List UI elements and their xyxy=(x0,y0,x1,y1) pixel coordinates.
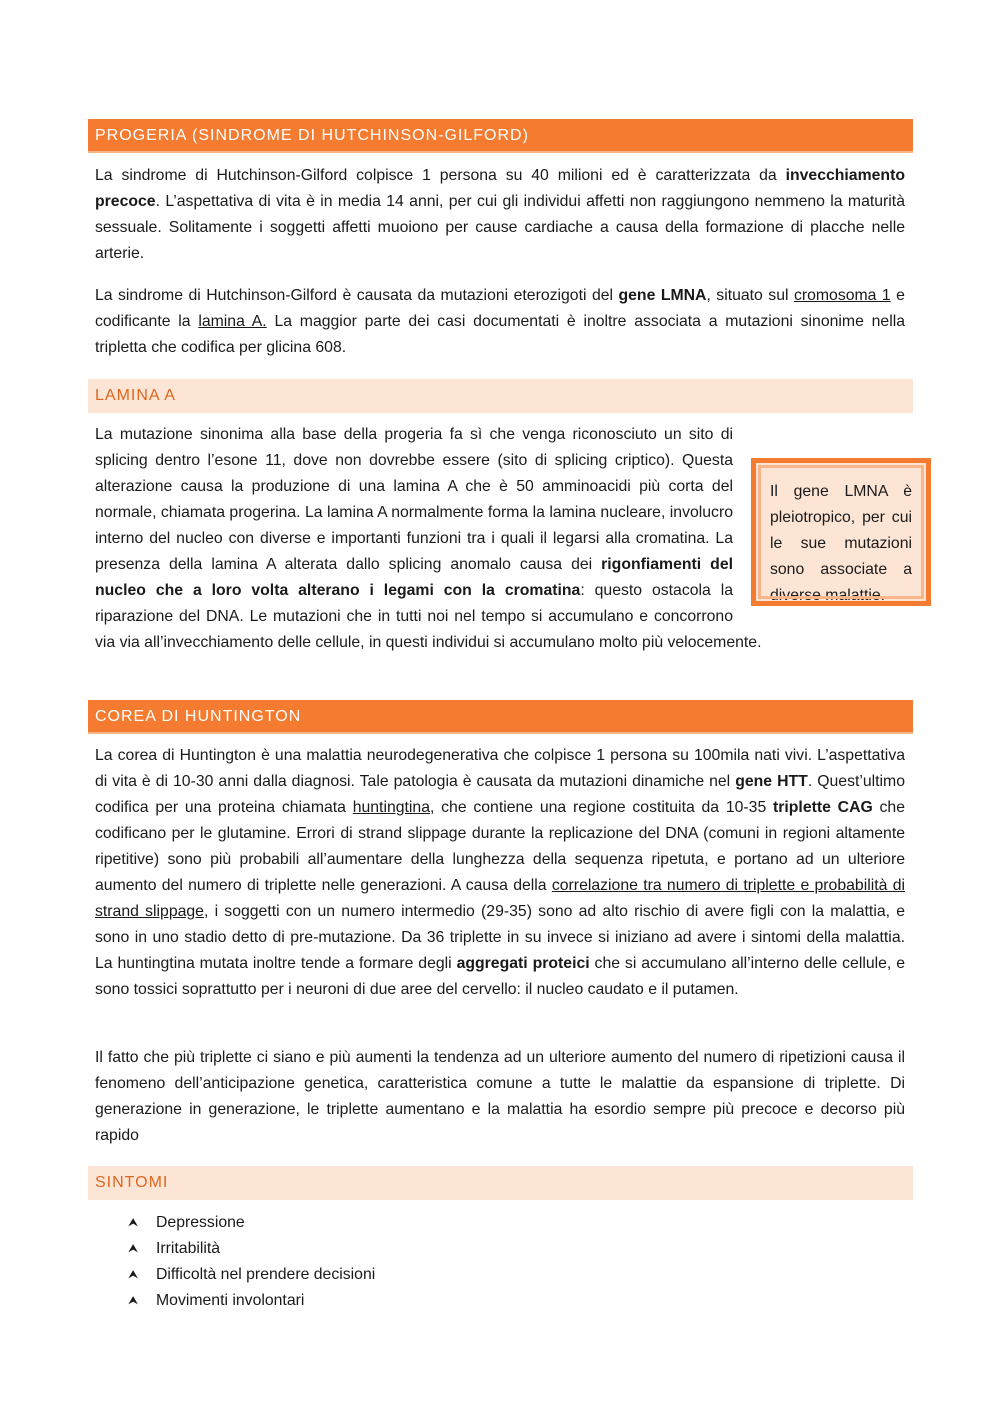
list-item: ⮝ Difficoltà nel prendere decisioni xyxy=(128,1262,375,1288)
progeria-paragraph-2: La sindrome di Hutchinson-Gilford è causata da mutazioni eterozigoti del gene LMNA, situato sul cromosoma 1 e codificante la lamina A. La maggior parte dei casi documentati è inoltre associata a mutazioni sinonime nella tripletta che codifica per glicina 608. xyxy=(95,287,905,356)
heading-lamina-a: LAMINA A xyxy=(88,379,913,413)
huntington-paragraph-2: Il fatto che più triplette ci siano e più aumenti la tendenza ad un ulteriore aumento del numero di ripetizioni causa il fenomeno dell’anticipazione genetica, caratteristica comune a tutte le malattie da espansione di triplette. Di generazione in generazione, le triplette aumentano e la malattia ha esordio sempre più precoce e decorso più rapido xyxy=(95,1049,905,1144)
symptoms-list xyxy=(128,1210,375,1314)
heading-progeria: PROGERIA (SINDROME DI HUTCHINSON-GILFORD) xyxy=(88,119,913,153)
list-item: ⮝ Irritabilità xyxy=(128,1236,375,1262)
arrow-bullet-icon: ⮝ xyxy=(128,1215,139,1229)
arrow-bullet-icon: ⮝ xyxy=(128,1241,139,1255)
list-item: ⮝ Movimenti involontari xyxy=(128,1288,375,1314)
list-item: ⮝ Depressione xyxy=(128,1210,375,1236)
progeria-paragraph-1: La sindrome di Hutchinson-Gilford colpisce 1 persona su 40 milioni ed è caratterizzata da invecchiamento precoce. L’aspettativa di vita è in media 14 anni, per cui gli individui affetti non raggiungono nemmeno la maturità sessuale. Solitamente i soggetti affetti muoiono per cause cardiache a causa della formazione di placche nelle arterie. xyxy=(95,167,905,262)
arrow-bullet-icon: ⮝ xyxy=(128,1267,139,1281)
huntington-paragraph-1: La corea di Huntington è una malattia neurodegenerativa che colpisce 1 persona su 100mila nati vivi. L’aspettativa di vita è di 10-30 anni dalla diagnosi. Tale patologia è causata da mutazioni dinamiche nel gene HTT. Quest’ultimo codifica per una proteina chiamata huntingtina, che contiene una regione costituita da 10-35 triplette CAG che codificano per le glutamine. Errori di strand slippage durante la replicazione del DNA (comuni in regioni altamente ripetitive) sono più probabili all’aumentare della lunghezza della sequenza ripetuta, e portano ad un ulteriore aumento del numero di triplette nelle generazioni. A causa della correlazione tra numero di triplette e probabilità di strand slippage, i soggetti con un numero intermedio (29-35) sono ad alto rischio di avere figli con la malattia, e sono in uno stadio detto di pre-mutazione. Da 36 triplette in su invece si iniziano ad avere i sintomi della malattia. La huntingtina mutata inoltre tende a formare degli aggregati proteici che si accumulano all’interno delle cellule, e sono tossici soprattutto per i neuroni di due aree del cervello: il nucleo caudato e il putamen. xyxy=(95,747,906,998)
heading-sintomi: SINTOMI xyxy=(88,1166,913,1200)
arrow-bullet-icon: ⮝ xyxy=(128,1293,139,1307)
heading-huntington: COREA DI HUNTINGTON xyxy=(88,700,913,734)
lamina-paragraph: Il gene LMNA è pleiotropico, per cui le sue mutazioni sono associate a diverse malattie. La mutazione sinonima alla base della progeria fa sì che venga riconosciuto un sito di splicing dentro l’esone 11, dove non dovrebbe essere (sito di splicing criptico). Questa alterazione causa la produzione di una lamina A che è 50 amminoacidi più corta del normale, chiamata progerina. La lamina A normalmente forma la lamina nucleare, involucro interno del nucleo con diverse e importanti funzioni tra i quali il legarsi alla cromatina. La presenza della lamina A alterata dallo splicing anomalo causa dei rigonfiamenti del nucleo che a loro volta alterano i legami con la cromatina: questo ostacola la riparazione del DNA. Le mutazioni che in tutti noi nel tempo si accumulano e concorrono via via all’invecchiamento delle cellule, in questi individui si accumulano molto più velocemente. xyxy=(95,422,905,656)
lmna-callout-box: Il gene LMNA è pleiotropico, per cui le sue mutazioni sono associate a diverse malattie. xyxy=(751,458,931,606)
